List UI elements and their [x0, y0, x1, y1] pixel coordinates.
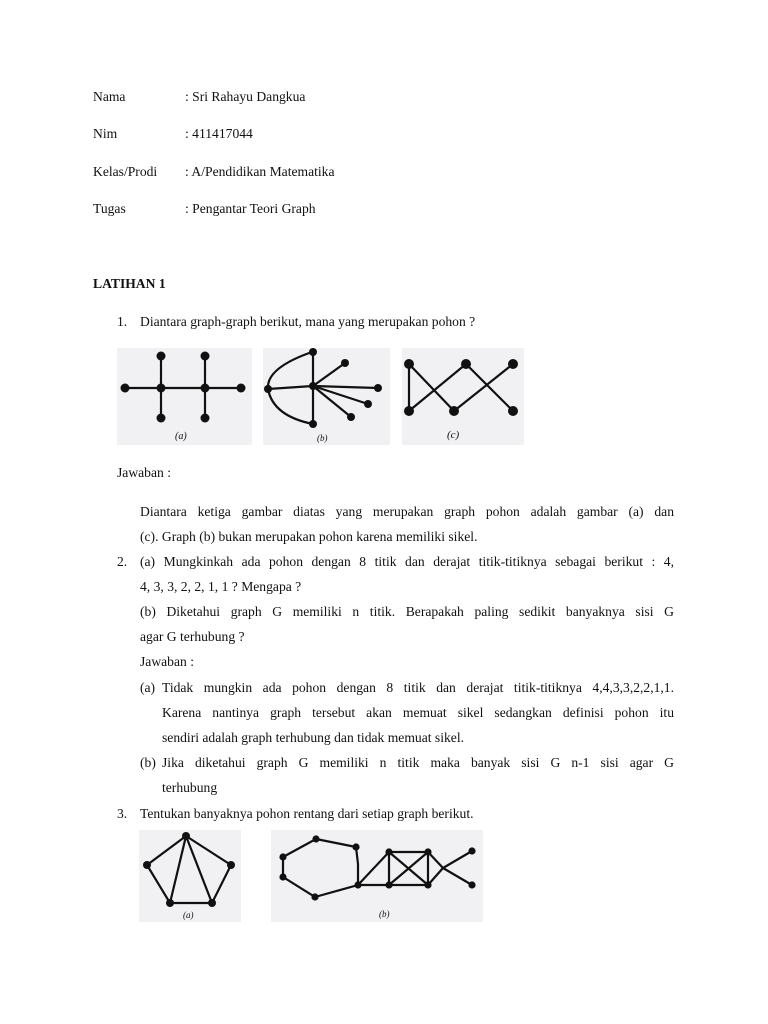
q1-figure-a [117, 348, 252, 445]
q1-caption-b: (b) [317, 433, 328, 443]
q2-answer-label: Jawaban : [140, 654, 194, 669]
q1-caption-c: (c) [447, 429, 460, 441]
q1-answer-line-1: Diantara ketiga gambar diatas yang merupakan graph pohon adalah gambar (a) dan [140, 504, 674, 519]
nim-value: : 411417044 [185, 126, 253, 141]
q1-caption-a: (a) [175, 431, 187, 442]
q3-text: Tentukan banyaknya pohon rentang dari setiap graph berikut. [140, 806, 474, 821]
nim-label: Nim [93, 126, 118, 141]
q1-graph-c [402, 348, 524, 445]
q2-number: 2. [117, 554, 128, 569]
q1-figure-b [263, 348, 390, 445]
q3-figure-a [139, 830, 241, 922]
q1-text: Diantara graph-graph berikut, mana yang merupakan pohon ? [140, 314, 476, 329]
q2-line-1: (a) Mungkinkah ada pohon dengan 8 titik dan derajat titik-titiknya sebagai berikut : 4, [140, 554, 674, 569]
nama-label: Nama [93, 89, 126, 104]
q1-answer-line-2: (c). Graph (b) bukan merupakan pohon karena memiliki sikel. [140, 529, 478, 544]
tugas-value: : Pengantar Teori Graph [185, 201, 316, 216]
q3-caption-a: (a) [183, 910, 194, 920]
q2-answer-a-marker: (a) [140, 680, 156, 695]
q1-graph-b [263, 348, 390, 445]
kelas-value: : A/Pendidikan Matematika [185, 164, 335, 179]
tugas-label: Tugas [93, 201, 126, 216]
q1-figure-c [402, 348, 524, 445]
q3-graph-b [271, 830, 483, 922]
q2-line-3: (b) Diketahui graph G memiliki n titik. Berapakah paling sedikit banyaknya sisi G [140, 604, 674, 619]
nama-value: : Sri Rahayu Dangkua [185, 89, 306, 104]
q2-line-2: 4, 3, 3, 2, 2, 1, 1 ? Mengapa ? [140, 579, 302, 594]
q1-number: 1. [117, 314, 128, 329]
q3-figure-b [271, 830, 483, 922]
q1-answer-label: Jawaban : [117, 465, 171, 480]
q2-line-4: agar G terhubung ? [140, 629, 245, 644]
section-title: LATIHAN 1 [93, 276, 166, 291]
q3-number: 3. [117, 806, 128, 821]
q2-answer-a-line-1: Tidak mungkin ada pohon dengan 8 titik dan derajat titik-titiknya 4,4,3,3,2,2,1,1. [162, 680, 674, 695]
q2-answer-a-line-2: Karena nantinya graph tersebut akan memuat sikel sedangkan definisi pohon itu [162, 705, 674, 720]
kelas-label: Kelas/Prodi [93, 164, 158, 179]
q2-answer-b-line-2: terhubung [162, 780, 218, 795]
q2-answer-a-line-3: sendiri adalah graph terhubung dan tidak memuat sikel. [162, 730, 464, 745]
q2-answer-b-marker: (b) [140, 755, 156, 770]
q3-caption-b: (b) [379, 909, 390, 919]
q2-answer-b-line-1: Jika diketahui graph G memiliki n titik maka banyak sisi G n-1 sisi agar G [162, 755, 674, 770]
